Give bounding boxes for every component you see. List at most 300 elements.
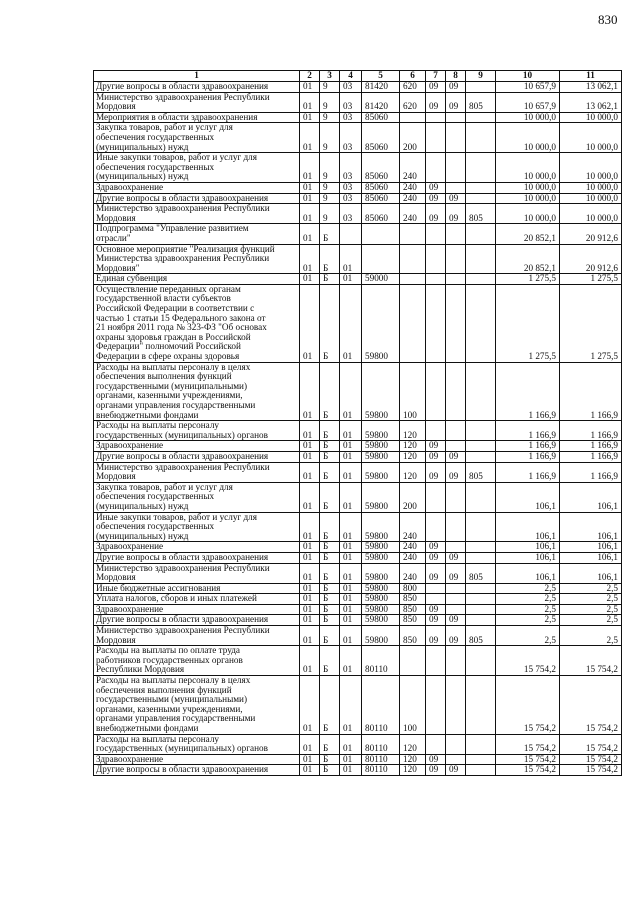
table-cell: 20 912,6 — [560, 244, 622, 274]
table-cell: 09 — [446, 626, 466, 646]
table-cell: 85060 — [362, 153, 400, 183]
table-cell — [466, 615, 496, 626]
table-cell: 01 — [300, 441, 320, 452]
table-cell: 2,5 — [496, 594, 560, 605]
table-cell: 59800 — [362, 552, 400, 563]
table-cell: 01 — [300, 734, 320, 754]
table-cell: 59800 — [362, 284, 400, 362]
table-cell: 15 754,2 — [496, 765, 560, 776]
table-cell: Б — [320, 462, 340, 482]
table-cell: 2,5 — [560, 615, 622, 626]
table-cell: 20 852,1 — [496, 244, 560, 274]
table-cell — [466, 284, 496, 362]
table-cell: 620 — [400, 92, 426, 112]
table-cell: 09 — [426, 193, 446, 204]
table-cell: 01 — [340, 362, 362, 421]
table-cell: Б — [320, 583, 340, 594]
table-cell: 240 — [400, 153, 426, 183]
table-cell: 15 754,2 — [560, 646, 622, 676]
table-cell: Б — [320, 765, 340, 776]
table-cell: 13 062,1 — [560, 82, 622, 93]
row-label: Другие вопросы в области здравоохранения — [94, 552, 300, 563]
table-cell: 1 275,5 — [560, 274, 622, 285]
table-cell: Б — [320, 563, 340, 583]
table-cell: 09 — [426, 615, 446, 626]
table-row — [94, 626, 622, 646]
table-cell: Б — [320, 615, 340, 626]
table-cell: 01 — [300, 112, 320, 123]
table-cell: 01 — [340, 552, 362, 563]
table-cell: 09 — [446, 204, 466, 224]
table-cell — [426, 274, 446, 285]
table-cell: 15 754,2 — [496, 734, 560, 754]
row-label: Другие вопросы в области здравоохранения — [94, 765, 300, 776]
table-cell: 10 000,0 — [560, 112, 622, 123]
table-cell: 106,1 — [560, 542, 622, 553]
table-cell: 59800 — [362, 512, 400, 542]
table-cell: 80110 — [362, 754, 400, 765]
table-cell: 01 — [340, 274, 362, 285]
table-cell: 80110 — [362, 676, 400, 735]
table-cell: Б — [320, 594, 340, 605]
table-cell: 59800 — [362, 421, 400, 441]
table-cell: 85060 — [362, 112, 400, 123]
table-cell: 106,1 — [560, 563, 622, 583]
table-cell: 1 166,9 — [560, 362, 622, 421]
column-header: 9 — [466, 71, 496, 82]
table-cell: 01 — [300, 604, 320, 615]
table-cell: 09 — [426, 563, 446, 583]
table-cell: 1 166,9 — [496, 441, 560, 452]
table-cell: 01 — [340, 244, 362, 274]
row-label: Другие вопросы в области здравоохранения — [94, 451, 300, 462]
row-label: Уплата налогов, сборов и иных платежей — [94, 594, 300, 605]
row-label: Расходы на выплаты персоналу государственных (муниципальных) органов — [94, 734, 300, 754]
table-cell: 01 — [300, 153, 320, 183]
table-cell: Б — [320, 421, 340, 441]
row-label: Иные закупки товаров, работ и услуг для обеспечения государственных (муниципальных) нужд — [94, 153, 300, 183]
table-cell: 59800 — [362, 604, 400, 615]
table-cell: 59800 — [362, 583, 400, 594]
table-cell: 240 — [400, 193, 426, 204]
table-cell — [426, 421, 446, 441]
table-cell: 20 852,1 — [496, 224, 560, 244]
table-cell: 01 — [300, 204, 320, 224]
table-cell — [446, 604, 466, 615]
table-cell: 03 — [340, 92, 362, 112]
row-label: Другие вопросы в области здравоохранения — [94, 82, 300, 93]
column-header: 6 — [400, 71, 426, 82]
table-cell: 10 657,9 — [496, 82, 560, 93]
page-number: 830 — [598, 12, 618, 27]
table-cell: 01 — [300, 754, 320, 765]
row-label: Здравоохранение — [94, 441, 300, 452]
table-cell — [466, 112, 496, 123]
table-row — [94, 563, 622, 583]
table-row — [94, 583, 622, 594]
table-cell — [400, 244, 426, 274]
table-cell — [446, 123, 466, 153]
table-cell — [466, 512, 496, 542]
table-cell: 01 — [300, 82, 320, 93]
table-cell: 01 — [300, 646, 320, 676]
table-cell: 09 — [426, 182, 446, 193]
table-cell — [466, 594, 496, 605]
table-row — [94, 482, 622, 512]
table-cell: 85060 — [362, 123, 400, 153]
table-cell — [466, 542, 496, 553]
table-row — [94, 462, 622, 482]
row-label: Расходы на выплаты персоналу в целях обеспечения выполнения функций государственными (муниципальными) органами, казенными учреждениями, органами управления государственными внебюджетными фондами — [94, 676, 300, 735]
table-cell: 106,1 — [496, 482, 560, 512]
table-cell: 10 000,0 — [496, 182, 560, 193]
table-cell: 620 — [400, 82, 426, 93]
table-cell: 59800 — [362, 462, 400, 482]
table-cell — [466, 182, 496, 193]
table-row — [94, 182, 622, 193]
table-cell: 09 — [426, 542, 446, 553]
table-cell: 850 — [400, 626, 426, 646]
table-cell: 01 — [300, 274, 320, 285]
table-cell: 850 — [400, 594, 426, 605]
table-cell: 9 — [320, 193, 340, 204]
column-header: 4 — [340, 71, 362, 82]
table-cell — [426, 123, 446, 153]
table-cell: 01 — [340, 583, 362, 594]
table-cell: Б — [320, 284, 340, 362]
table-cell: 59800 — [362, 626, 400, 646]
table-cell: 01 — [300, 193, 320, 204]
table-cell: 2,5 — [560, 583, 622, 594]
table-cell: 01 — [340, 604, 362, 615]
table-cell — [426, 284, 446, 362]
table-cell: 9 — [320, 123, 340, 153]
table-row — [94, 451, 622, 462]
row-label: Иные закупки товаров, работ и услуг для обеспечения государственных (муниципальных) нужд — [94, 512, 300, 542]
table-cell — [446, 421, 466, 441]
table-row — [94, 92, 622, 112]
table-cell — [466, 734, 496, 754]
table-cell: 01 — [300, 512, 320, 542]
table-cell: 805 — [466, 626, 496, 646]
table-cell: 01 — [300, 594, 320, 605]
table-cell: 15 754,2 — [496, 754, 560, 765]
table-cell: 15 754,2 — [560, 676, 622, 735]
column-header: 10 — [496, 71, 560, 82]
table-cell — [426, 734, 446, 754]
column-header: 8 — [446, 71, 466, 82]
row-label: Министерство здравоохранения Республики Мордовия — [94, 563, 300, 583]
table-cell: 01 — [340, 542, 362, 553]
table-cell: 100 — [400, 362, 426, 421]
table-cell: 1 166,9 — [560, 462, 622, 482]
table-cell — [466, 82, 496, 93]
table-row — [94, 82, 622, 93]
table-cell — [446, 512, 466, 542]
table-cell: 01 — [300, 284, 320, 362]
table-cell — [446, 274, 466, 285]
table-cell: 01 — [340, 441, 362, 452]
table-cell: 2,5 — [496, 604, 560, 615]
table-cell: 01 — [340, 512, 362, 542]
row-label: Закупка товаров, работ и услуг для обеспечения государственных (муниципальных) нужд — [94, 123, 300, 153]
table-cell: 10 000,0 — [496, 112, 560, 123]
table-cell: 80110 — [362, 765, 400, 776]
table-cell: 805 — [466, 462, 496, 482]
table-row — [94, 604, 622, 615]
table-cell: Б — [320, 734, 340, 754]
table-row — [94, 594, 622, 605]
table-cell: Б — [320, 441, 340, 452]
table-cell — [400, 112, 426, 123]
table-cell — [466, 244, 496, 274]
table-cell: 01 — [300, 362, 320, 421]
table-cell: 09 — [426, 441, 446, 452]
table-cell: 80110 — [362, 646, 400, 676]
table-cell: 01 — [340, 765, 362, 776]
table-cell: 09 — [446, 82, 466, 93]
table-cell — [446, 734, 466, 754]
table-cell — [426, 153, 446, 183]
table-row — [94, 123, 622, 153]
table-cell: 106,1 — [560, 512, 622, 542]
table-cell — [466, 604, 496, 615]
table-cell — [340, 224, 362, 244]
table-cell: Б — [320, 362, 340, 421]
table-cell: 1 166,9 — [560, 451, 622, 462]
row-label: Расходы на выплаты персоналу государственных (муниципальных) органов — [94, 421, 300, 441]
table-row — [94, 441, 622, 452]
table-cell: 09 — [426, 765, 446, 776]
column-header: 1 — [94, 71, 300, 82]
table-cell: 1 166,9 — [560, 421, 622, 441]
table-cell: 03 — [340, 153, 362, 183]
table-cell: 85060 — [362, 193, 400, 204]
table-cell: 15 754,2 — [560, 734, 622, 754]
table-cell — [426, 244, 446, 274]
table-cell — [400, 224, 426, 244]
table-cell: 800 — [400, 583, 426, 594]
column-header: 7 — [426, 71, 446, 82]
table-cell: 09 — [446, 765, 466, 776]
table-cell: Б — [320, 604, 340, 615]
table-cell — [446, 153, 466, 183]
table-cell: 01 — [340, 626, 362, 646]
table-cell: 10 000,0 — [496, 193, 560, 204]
table-cell: 240 — [400, 182, 426, 193]
table-cell: 120 — [400, 451, 426, 462]
table-cell — [466, 362, 496, 421]
table-cell: 9 — [320, 204, 340, 224]
table-row — [94, 112, 622, 123]
table-cell: 2,5 — [496, 615, 560, 626]
table-cell — [466, 441, 496, 452]
table-cell — [426, 224, 446, 244]
budget-table — [93, 70, 622, 776]
table-cell: 01 — [340, 734, 362, 754]
table-row — [94, 284, 622, 362]
table-cell — [466, 451, 496, 462]
table-cell — [446, 112, 466, 123]
table-row — [94, 274, 622, 285]
table-cell: 01 — [300, 244, 320, 274]
table-cell: 09 — [446, 552, 466, 563]
table-row — [94, 676, 622, 735]
table-cell: 1 275,5 — [560, 284, 622, 362]
row-label: Мероприятия в области здравоохранения — [94, 112, 300, 123]
table-row — [94, 615, 622, 626]
table-cell: 03 — [340, 204, 362, 224]
table-cell: 106,1 — [496, 512, 560, 542]
table-cell: 2,5 — [560, 604, 622, 615]
table-cell — [446, 224, 466, 244]
table-row — [94, 754, 622, 765]
table-cell — [466, 754, 496, 765]
table-cell: 01 — [300, 676, 320, 735]
header-row — [94, 71, 622, 82]
table-cell: 03 — [340, 193, 362, 204]
table-cell: 01 — [300, 92, 320, 112]
table-cell: 15 754,2 — [496, 676, 560, 735]
table-cell: 9 — [320, 182, 340, 193]
table-cell: 01 — [340, 646, 362, 676]
table-cell: 01 — [340, 754, 362, 765]
table-cell: 09 — [426, 462, 446, 482]
table-cell — [426, 676, 446, 735]
table-cell: 03 — [340, 82, 362, 93]
table-cell — [446, 583, 466, 594]
row-label: Расходы на выплаты по оплате труда работников государственных органов Республики Мордовия — [94, 646, 300, 676]
table-cell: 01 — [300, 482, 320, 512]
table-cell: 09 — [446, 193, 466, 204]
table-cell: 10 000,0 — [560, 182, 622, 193]
table-cell: 01 — [300, 765, 320, 776]
row-label: Иные бюджетные ассигнования — [94, 583, 300, 594]
table-cell: 09 — [426, 604, 446, 615]
column-header: 5 — [362, 71, 400, 82]
table-cell: 59800 — [362, 441, 400, 452]
table-cell: Б — [320, 224, 340, 244]
table-cell: 59800 — [362, 594, 400, 605]
table-cell: 120 — [400, 754, 426, 765]
table-cell: 1 166,9 — [560, 441, 622, 452]
table-cell: 1 166,9 — [496, 451, 560, 462]
table-row — [94, 512, 622, 542]
table-cell — [466, 123, 496, 153]
table-cell: Б — [320, 482, 340, 512]
table-row — [94, 542, 622, 553]
table-cell: 01 — [300, 182, 320, 193]
table-row — [94, 646, 622, 676]
table-cell: 200 — [400, 482, 426, 512]
table-row — [94, 244, 622, 274]
row-label: Подпрограмма "Управление развитием отрасли" — [94, 224, 300, 244]
table-cell: Б — [320, 451, 340, 462]
table-cell: Б — [320, 542, 340, 553]
row-label: Министерство здравоохранения Республики Мордовия — [94, 92, 300, 112]
table-cell: 10 000,0 — [496, 153, 560, 183]
table-cell: 2,5 — [560, 594, 622, 605]
table-cell: 240 — [400, 542, 426, 553]
row-label: Осуществление переданных органам государственной власти субъектов Российской Федерации в соответствии с частью 1 статьи 15 Федерального закона от 21 ноября 2011 года № 323-ФЗ "Об основах охраны здоровья граждан в Российской Федерации" полномочий Российской Федерации в сфере охраны здоровья — [94, 284, 300, 362]
table-cell: Б — [320, 244, 340, 274]
table-cell: 59000 — [362, 274, 400, 285]
table-row — [94, 224, 622, 244]
row-label: Другие вопросы в области здравоохранения — [94, 615, 300, 626]
table-cell: 09 — [426, 754, 446, 765]
row-label: Министерство здравоохранения Республики Мордовия — [94, 462, 300, 482]
table-cell: 9 — [320, 153, 340, 183]
table-cell — [400, 274, 426, 285]
table-cell: 850 — [400, 615, 426, 626]
table-cell: 03 — [340, 182, 362, 193]
table-cell: 81420 — [362, 92, 400, 112]
table-cell: 59800 — [362, 542, 400, 553]
table-row — [94, 193, 622, 204]
table-cell: 01 — [300, 123, 320, 153]
table-cell: 59800 — [362, 362, 400, 421]
table-cell: 01 — [340, 676, 362, 735]
table-cell: 09 — [426, 92, 446, 112]
table-row — [94, 153, 622, 183]
table-cell — [446, 284, 466, 362]
table-cell — [446, 362, 466, 421]
table-cell — [446, 646, 466, 676]
table-cell: 01 — [300, 542, 320, 553]
table-row — [94, 204, 622, 224]
table-cell: Б — [320, 646, 340, 676]
table-cell: Б — [320, 626, 340, 646]
table-row — [94, 421, 622, 441]
table-cell: 09 — [426, 82, 446, 93]
table-cell — [400, 284, 426, 362]
table-cell: 10 000,0 — [496, 204, 560, 224]
table-cell: 10 000,0 — [560, 123, 622, 153]
table-cell: 01 — [340, 421, 362, 441]
table-cell — [466, 552, 496, 563]
table-cell — [466, 193, 496, 204]
table-cell: 805 — [466, 204, 496, 224]
table-cell: 9 — [320, 112, 340, 123]
table-cell — [446, 441, 466, 452]
table-cell — [426, 482, 446, 512]
table-cell: 1 166,9 — [496, 362, 560, 421]
table-cell: Б — [320, 274, 340, 285]
table-cell — [446, 182, 466, 193]
table-cell: 85060 — [362, 182, 400, 193]
table-cell: 2,5 — [496, 626, 560, 646]
table-cell — [426, 362, 446, 421]
table-cell: 240 — [400, 552, 426, 563]
table-cell: 1 166,9 — [496, 462, 560, 482]
table-cell: 850 — [400, 604, 426, 615]
table-cell: 09 — [446, 462, 466, 482]
table-cell: 09 — [446, 451, 466, 462]
table-cell: 9 — [320, 82, 340, 93]
table-cell: 240 — [400, 512, 426, 542]
table-cell — [362, 224, 400, 244]
table-cell: 01 — [300, 224, 320, 244]
table-cell: 01 — [300, 583, 320, 594]
table-cell: Б — [320, 676, 340, 735]
table-cell: 240 — [400, 563, 426, 583]
table-cell: 01 — [340, 462, 362, 482]
row-label: Здравоохранение — [94, 604, 300, 615]
row-label: Закупка товаров, работ и услуг для обеспечения государственных (муниципальных) нужд — [94, 482, 300, 512]
row-label: Другие вопросы в области здравоохранения — [94, 193, 300, 204]
table-cell — [466, 482, 496, 512]
table-cell: 01 — [300, 552, 320, 563]
